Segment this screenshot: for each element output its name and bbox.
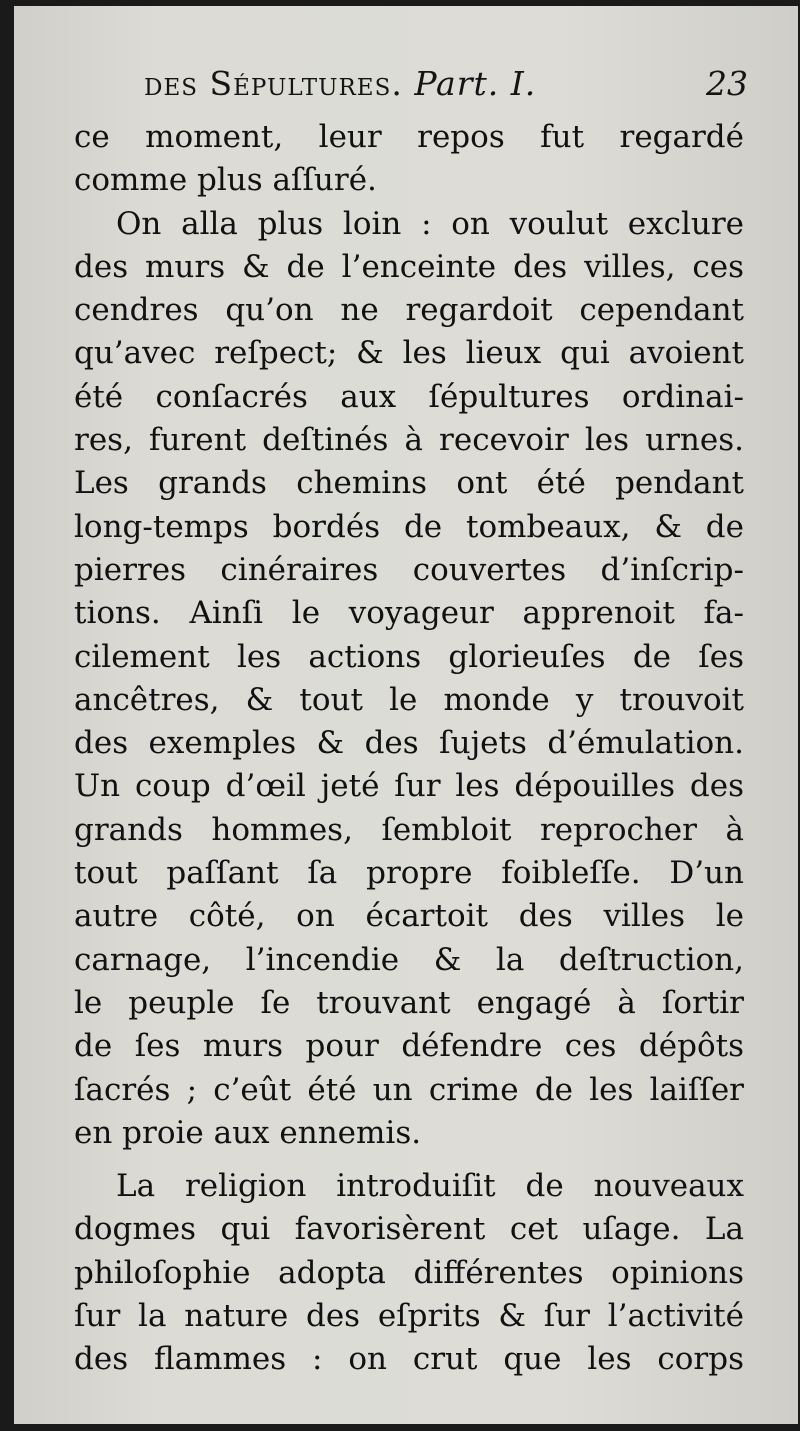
text-line: autre côté, on écartoit des villes le <box>74 898 744 935</box>
paragraph-2 <box>74 203 744 1156</box>
text-line: comme plus aſſuré. <box>74 162 377 199</box>
text-line: ſacrés ; c’eût été un crime de les laiſſer <box>74 1071 744 1108</box>
text-line: Un coup d’œil jeté ſur les dépouilles des <box>74 768 744 805</box>
text-line: cendres qu’on ne regardoit cependant <box>74 292 744 329</box>
paragraph-1 <box>74 116 744 203</box>
text-line: carnage, l’incendie & la deſtruction, <box>74 941 744 978</box>
text-line: cilement les actions glorieuſes de ſes <box>74 638 744 675</box>
text-line: philoſophie adopta différentes opinions <box>74 1254 744 1291</box>
running-header <box>14 64 798 114</box>
paragraph-gap <box>74 1155 744 1165</box>
text-line: res, furent deſtinés à recevoir les urnes. <box>74 422 744 459</box>
text-line: long-temps bordés de tombeaux, & de <box>74 508 744 545</box>
text-line: tions. Ainſi le voyageur apprenoit fa- <box>74 595 744 632</box>
text-line: des flammes : on crut que les corps <box>74 1341 744 1378</box>
book-page <box>14 6 798 1424</box>
running-title-sepultures: Sépultures. <box>209 64 403 103</box>
running-title-part: Part. I. <box>414 64 537 103</box>
text-line: ancêtres, & tout le monde y trouvoit <box>74 681 744 718</box>
text-line: Les grands chemins ont été pendant <box>74 465 744 502</box>
text-line: de ſes murs pour défendre ces dépôts <box>74 1028 744 1065</box>
text-line: pierres cinéraires couvertes d’inſcrip- <box>74 551 744 588</box>
text-line: été conſacrés aux ſépultures ordinai- <box>74 378 744 415</box>
text-line: le peuple ſe trouvant engagé à ſortir <box>74 984 744 1021</box>
text-line: grands hommes, ſembloit reprocher à <box>74 811 744 848</box>
text-line: La religion introduiſit de nouveaux <box>116 1168 744 1205</box>
body-text <box>74 116 744 1382</box>
text-line: ſur la nature des eſprits & ſur l’activité <box>74 1298 744 1335</box>
paragraph-3 <box>74 1165 744 1381</box>
page-number: 23 <box>706 64 748 103</box>
text-line: On alla plus loin : on voulut exclure <box>116 205 744 242</box>
text-line: en proie aux ennemis. <box>74 1114 422 1151</box>
text-line: dogmes qui favorisèrent cet uſage. La <box>74 1211 744 1248</box>
text-line: ce moment, leur repos fut regardé <box>74 119 744 155</box>
text-line: qu’avec reſpect; & les lieux qui avoient <box>74 335 744 372</box>
running-title <box>144 64 536 104</box>
text-line: tout paſſant ſa propre foibleſſe. D’un <box>74 855 744 892</box>
text-line: des murs & de l’enceinte des villes, ces <box>74 248 744 285</box>
running-title-des: des <box>144 64 210 103</box>
text-line: des exemples & des ſujets d’émulation. <box>74 725 744 762</box>
